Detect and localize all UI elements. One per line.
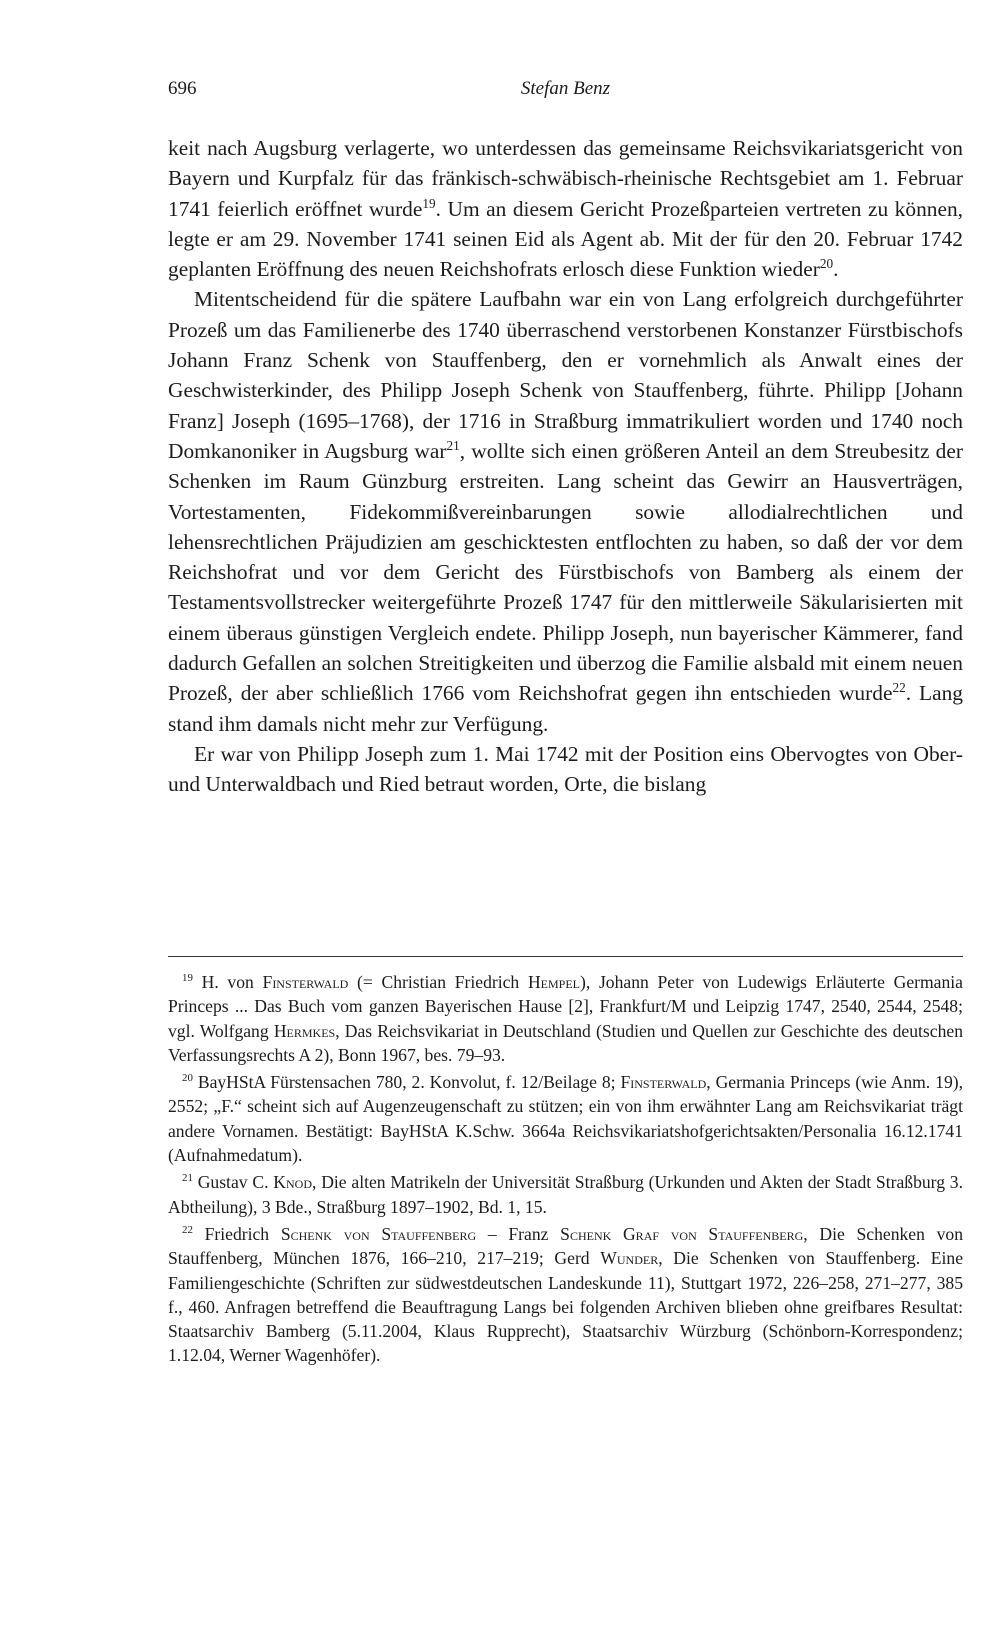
footnote-number: 21 <box>182 1172 193 1185</box>
footnote-ref-19: 19 <box>422 195 436 211</box>
text-run: , Die Schenken von Stauffenberg, München 1876, 166–210, 217–219; Gerd <box>168 1223 963 1269</box>
author-name: Hempel <box>527 972 580 992</box>
text-run: , Das Reichsvikariat in Deutschland (Studien und Quellen zur Geschichte des deutschen Verfassungsrechts A 2), Bonn 1967, bes. 79–93. <box>168 1020 963 1065</box>
footnote-rule <box>168 956 963 957</box>
text-run: , Die Schenken von Stauffenberg. Eine Familiengeschichte (Schriften zur südwestdeutschen Landeskunde 11), Stuttgart 1972, 226–258, 271–277, 385 f., 460. Anfragen betreffend die Beauftragung Langs bei folgenden Archiven blieben ohne greifbares Resultat: Staatsarchiv Bamberg (5.11.2004, Klaus Rupprecht), Staatsarchiv Würzburg (Schönborn-Korrespondenz; 1.12.04, Werner Wagenhöfer). <box>168 1248 963 1366</box>
page-number: 696 <box>168 78 197 99</box>
text-run: , Die alten Matrikeln der Universität Straßburg (Urkunden und Akten der Stadt Straßburg 3. Abtheilung), 3 Bde., Straßburg 1897–1902, Bd. 1, 15. <box>168 1172 963 1217</box>
running-head: Stefan Benz <box>520 78 611 99</box>
text-run: H. von <box>192 972 263 992</box>
text-run: Mitentscheidend für die spätere Laufbahn war ein von Lang erfolgreich durchgeführter Prozeß um das Familienerbe des 1740 überraschend verstorbenen Konstanzer Fürstbischofs Johann Franz Schenk von Stauffenberg, den er vornehmlich als Anwalt eines der Geschwisterkinder, des Philipp Joseph Schenk von Stauffenberg, führte. Philipp [Johann Franz] Joseph (1695–1768), der 1716 in Straßburg immatrikuliert worden und 1740 noch Domkanoniker in Augsburg war <box>168 287 963 463</box>
text-run: – Franz <box>476 1223 561 1244</box>
footnote-ref-22: 22 <box>892 680 906 696</box>
footnote-number: 20 <box>182 1072 193 1085</box>
text-run: Gustav C. <box>192 1172 274 1193</box>
paragraph-2 <box>168 284 963 738</box>
paragraph-1 <box>168 133 963 284</box>
author-name: Finsterwald <box>262 972 349 992</box>
text-run: , wollte sich einen größeren Anteil an dem Streubesitz der Schenken im Raum Günzburg erstreiten. Lang scheint das Gewirr an Hausverträgen, Vortestamenten, Fidekommißvereinbarungen sowie allodialrechtlichen und lehensrechtlichen Präjudizien am geschicktesten entflochten zu haben, so daß der vor dem Reichshofrat und vor dem Gericht des Fürstbischofs von Bamberg als einem der Testamentsvollstrecker weitergeführte Prozeß 1747 für den mittlerweile Säkularisierten mit einem überaus günstigen Vergleich endete. Philipp Joseph, nun bayerischer Kämmerer, fand dadurch Gefallen an solchen Streitigkeiten und überzog die Familie alsbald mit einem neuen Prozeß, der aber schließlich 1766 vom Reichshofrat gegen ihn entschieden wurde <box>168 438 963 706</box>
text-run: , Germania Princeps (wie Anm. 19), 2552; „F.“ scheint sich auf Augenzeugenschaft zu stützen; ein von ihm erwähnter Lang am Reichsvikariat trägt andere Vornamen. Bestätigt: BayHStA K.Schw. 3664a Reichsvikariatshofgerichtsakten/Personalia 16.12.1741 (Aufnahmedatum). <box>168 1072 963 1166</box>
footnotes <box>168 970 963 1371</box>
body-text <box>168 133 963 800</box>
footnote-number: 19 <box>182 972 193 985</box>
footnote-number: 22 <box>182 1224 193 1237</box>
author-name: Wunder <box>600 1248 659 1269</box>
author-name: Schenk Graf von Stauffenberg <box>560 1223 804 1244</box>
text-run: . Um an diesem Gericht Prozeßparteien vertreten zu können, legte er am 29. November 1741 seinen Eid als Agent ab. Mit der für den 20. Februar 1742 geplanten Eröffnung des neuen Reichshofrats erlosch diese Funktion wieder <box>168 196 964 282</box>
text-run: BayHStA Fürstensachen 780, 2. Konvolut, f. 12/Beilage 8; <box>192 1072 621 1093</box>
footnote-22 <box>168 1222 963 1368</box>
footnote-ref-20: 20 <box>819 256 834 272</box>
text-run: Friedrich <box>192 1223 281 1244</box>
author-name: Finsterwald <box>620 1072 707 1093</box>
author-name: Knod <box>273 1172 312 1193</box>
footnote-ref-21: 21 <box>446 437 460 453</box>
text-run: keit nach Augsburg verlagerte, wo unterdessen das gemeinsame Reichsvikariatsgericht von Bayern und Kurpfalz für das fränkisch-schwäbisch-rheinische Rechtsgebiet am 1. Februar 1741 feierlich eröffnet wurde <box>168 136 963 221</box>
footnote-19 <box>168 970 963 1067</box>
author-name: Hermkes <box>273 1020 336 1041</box>
footnote-20 <box>168 1070 963 1167</box>
text-run: (= Christian Friedrich <box>348 972 528 992</box>
paragraph-3 <box>168 739 963 800</box>
page-header <box>168 78 963 108</box>
author-name: Schenk von Stauffenberg <box>280 1223 477 1244</box>
text-run: . <box>833 257 839 282</box>
text-run: . Lang stand ihm damals nicht mehr zur Verfügung. <box>168 681 963 736</box>
text-run: ), Johann Peter von Ludewigs Erläuterte Germania Princeps ... Das Buch vom ganzen Bayerischen Hause [2], Frankfurt/M und Leipzig 1747, 2540, 2544, 2548; vgl. Wolfgang <box>168 972 963 1041</box>
text-run: Er war von Philipp Joseph zum 1. Mai 1742 mit der Position eins Obervogtes von Ober- und Unterwaldbach und Ried betraut worden, Orte, die bislang <box>168 741 963 797</box>
footnote-21 <box>168 1170 963 1219</box>
